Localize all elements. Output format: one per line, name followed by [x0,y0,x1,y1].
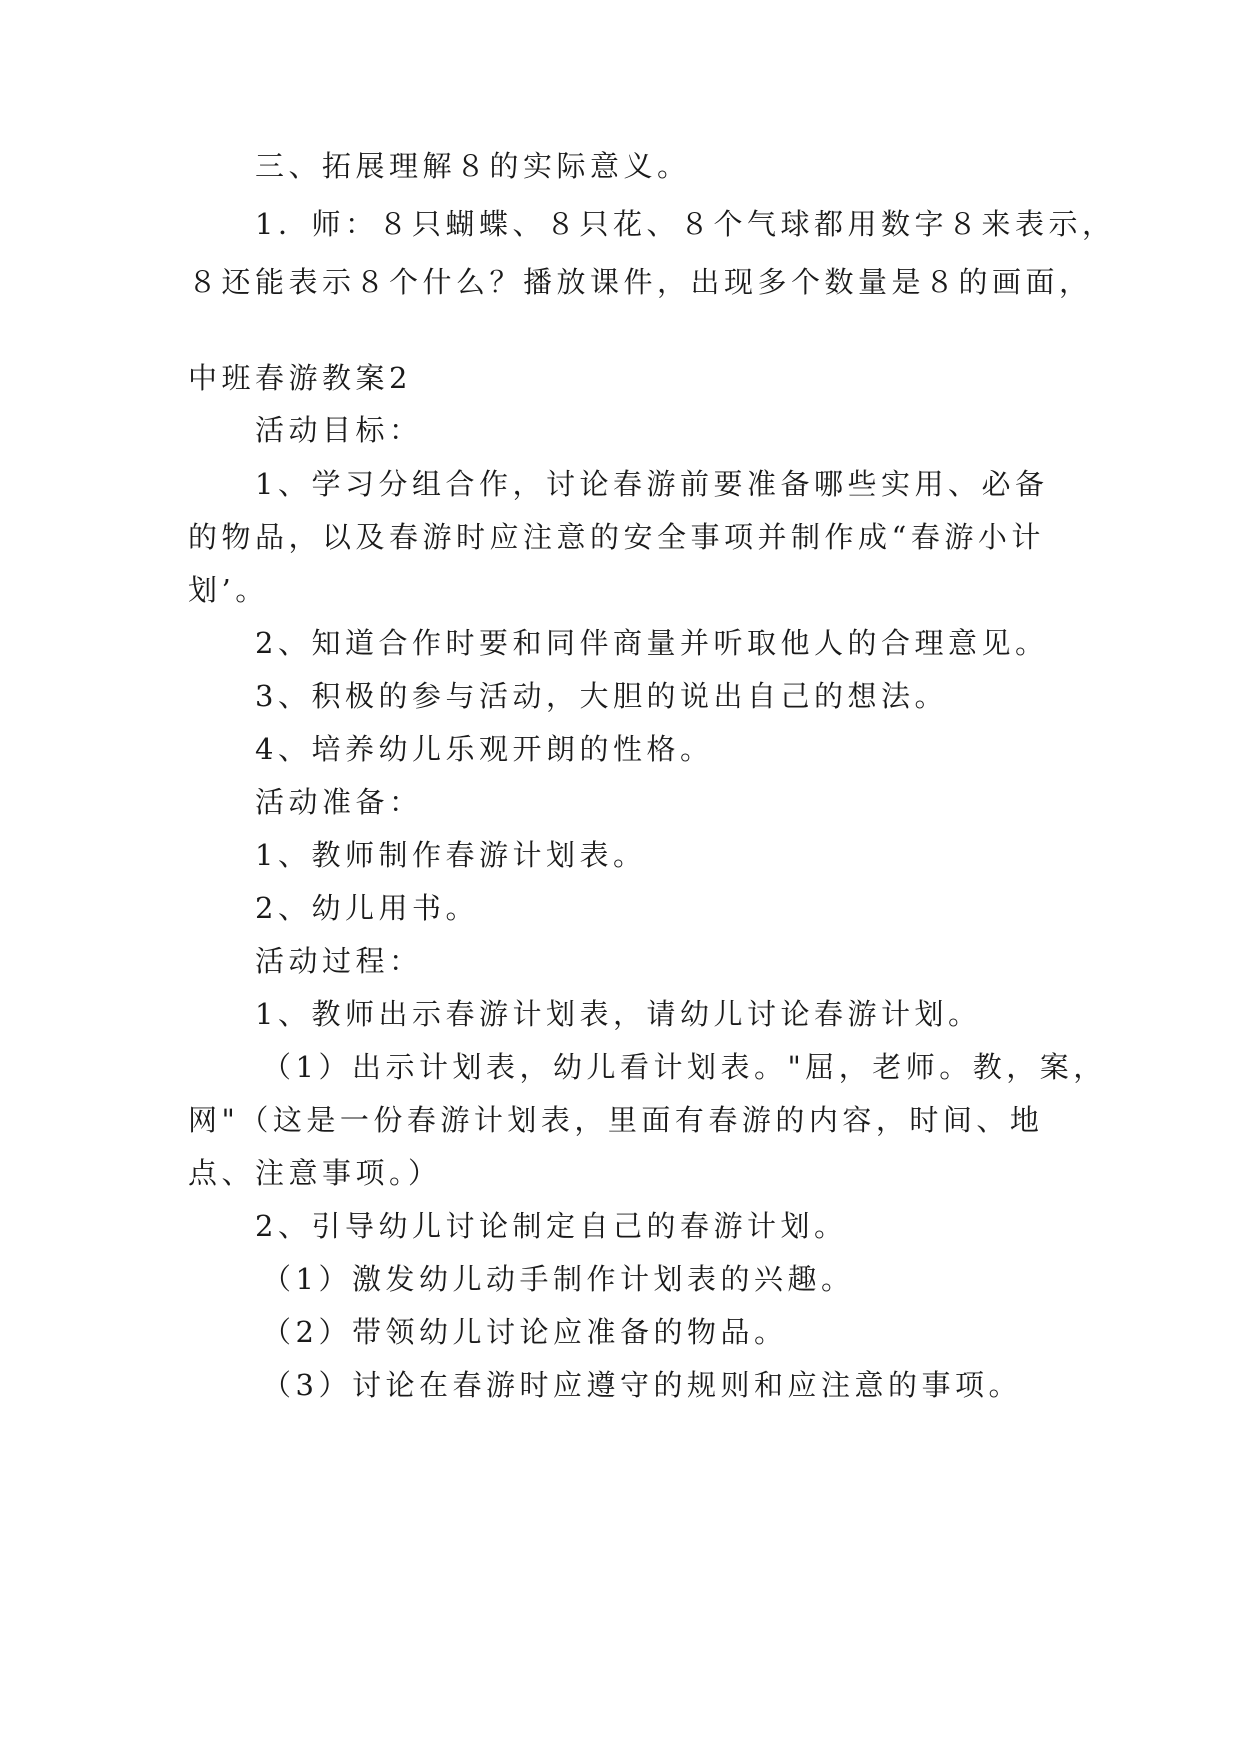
paragraph-line: 网"（这是一份春游计划表，里面有春游的内容，时间、地 [188,1103,1044,1137]
goal-item: 3、积极的参与活动，大胆的说出自己的想法。 [255,679,948,713]
prep-item: 2、幼儿用书。 [255,891,479,925]
process-substep: （2）带领幼儿讨论应准备的物品。 [262,1315,788,1349]
section-heading: 三、拓展理解８的实际意义。 [255,149,691,183]
prep-heading: 活动准备： [255,785,423,819]
process-step: 2、引导幼儿讨论制定自己的春游计划。 [255,1209,848,1243]
process-step: 1、教师出示春游计划表，请幼儿讨论春游计划。 [255,997,982,1031]
paragraph-line: 的物品，以及春游时应注意的安全事项并制作成“春游小计 [188,520,1045,554]
process-substep: （3）讨论在春游时应遵守的规则和应注意的事项。 [262,1368,1022,1402]
paragraph-line: 划’。 [188,573,269,607]
paragraph-line: 1．师：８只蝴蝶、８只花、８个气球都用数字８来表示， [255,207,1116,241]
document-title: 中班春游教案2 [188,361,412,395]
goal-item: 1、学习分组合作，讨论春游前要准备哪些实用、必备 [255,467,1049,501]
paragraph-line: ８还能表示８个什么？播放课件，出现多个数量是８的画面， [188,265,1093,299]
process-heading: 活动过程： [255,944,423,978]
prep-item: 1、教师制作春游计划表。 [255,838,647,872]
goal-item: 2、知道合作时要和同伴商量并听取他人的合理意见。 [255,626,1049,660]
process-substep: （1）出示计划表，幼儿看计划表。"屈，老师。教，案， [262,1050,1107,1084]
paragraph-line: 点、注意事项。） [188,1156,442,1190]
process-substep: （1）激发幼儿动手制作计划表的兴趣。 [262,1262,855,1296]
goal-item: 4、培养幼儿乐观开朗的性格。 [255,732,714,766]
goals-heading: 活动目标： [255,413,423,447]
